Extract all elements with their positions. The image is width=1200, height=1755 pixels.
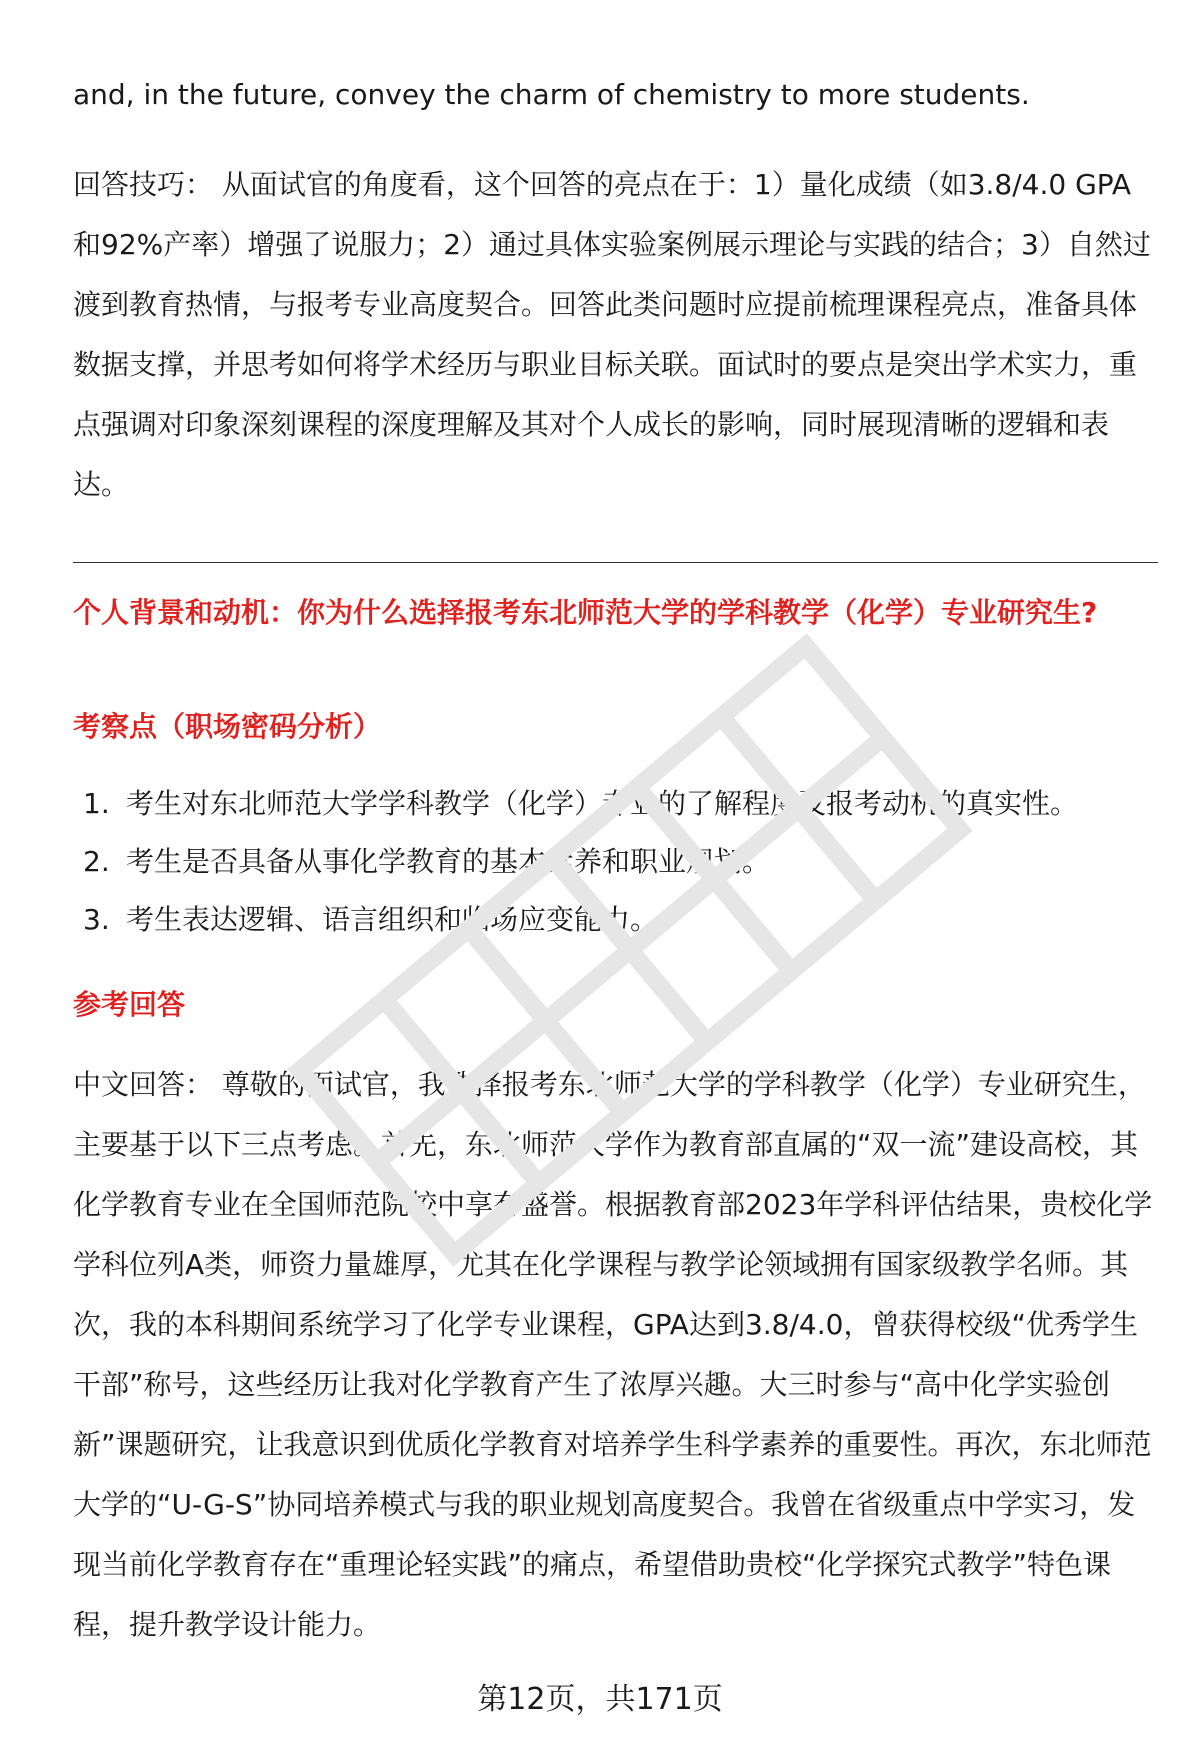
list-item [73, 833, 1158, 891]
list-item-number: 2. [83, 845, 110, 878]
list-item [73, 891, 1158, 949]
continuation-text: and, in the future, convey the charm of chemistry to more students. [73, 78, 1030, 111]
reference-answer-heading: 参考回答 [73, 988, 186, 1021]
list-item [73, 775, 1158, 833]
list-item-text: 考生表达逻辑、语言组织和临场应变能力。 [126, 903, 659, 936]
list-item-text: 考生对东北师范大学学科教学（化学）专业的了解程度及报考动机的真实性。 [126, 787, 1079, 820]
check-points-list [73, 775, 1158, 949]
answer-tips-paragraph: 回答技巧： 从面试官的角度看，这个回答的亮点在于：1）量化成绩（如3.8/4.0 GPA和92%产率）增强了说服力；2）通过具体实验案例展示理论与实践的结合；3）自然过渡到教育热情，与报考专业高度契合。回答此类问题时应提前梳理课程亮点，准备具体数据支撑，并思考如何将学术经历与职业目标关联。面试时的要点是突出学术实力，重点强调对印象深刻课程的深度理解及其对个人成长的影响，同时展现清晰的逻辑和表达。 [73, 168, 1151, 501]
list-item-number: 1. [83, 787, 110, 820]
check-points-heading: 考察点（职场密码分析） [73, 710, 382, 743]
question-heading: 个人背景和动机：你为什么选择报考东北师范大学的学科教学（化学）专业研究生? [73, 596, 1098, 629]
document-page [73, 0, 1158, 1755]
list-item-number: 3. [83, 903, 110, 936]
reference-answer-paragraph: 中文回答： 尊敬的面试官，我选择报考东北师范大学的学科教学（化学）专业研究生，主要基于以下三点考虑。首先，东北师范大学作为教育部直属的“双一流”建设高校，其化学教育专业在全国师范院校中享有盛誉。根据教育部2023年学科评估结果，贵校化学学科位列A类，师资力量雄厚，尤其在化学课程与教学论领域拥有国家级教学名师。其次，我的本科期间系统学习了化学专业课程，GPA达到3.8/4.0，曾获得校级“优秀学生干部”称号，这些经历让我对化学教育产生了浓厚兴趣。大三时参与“高中化学实验创新”课题研究，让我意识到优质化学教育对培养学生科学素养的重要性。再次，东北师范大学的“U-G-S”协同培养模式与我的职业规划高度契合。我曾在省级重点中学实习，发现当前化学教育存在“重理论轻实践”的痛点，希望借助贵校“化学探究式教学”特色课程，提升教学设计能力。 [73, 1068, 1153, 1641]
page-number-footer: 第12页，共171页 [477, 1682, 723, 1717]
list-item-text: 考生是否具备从事化学教育的基本素养和职业规划。 [126, 845, 771, 878]
section-divider [73, 562, 1158, 563]
